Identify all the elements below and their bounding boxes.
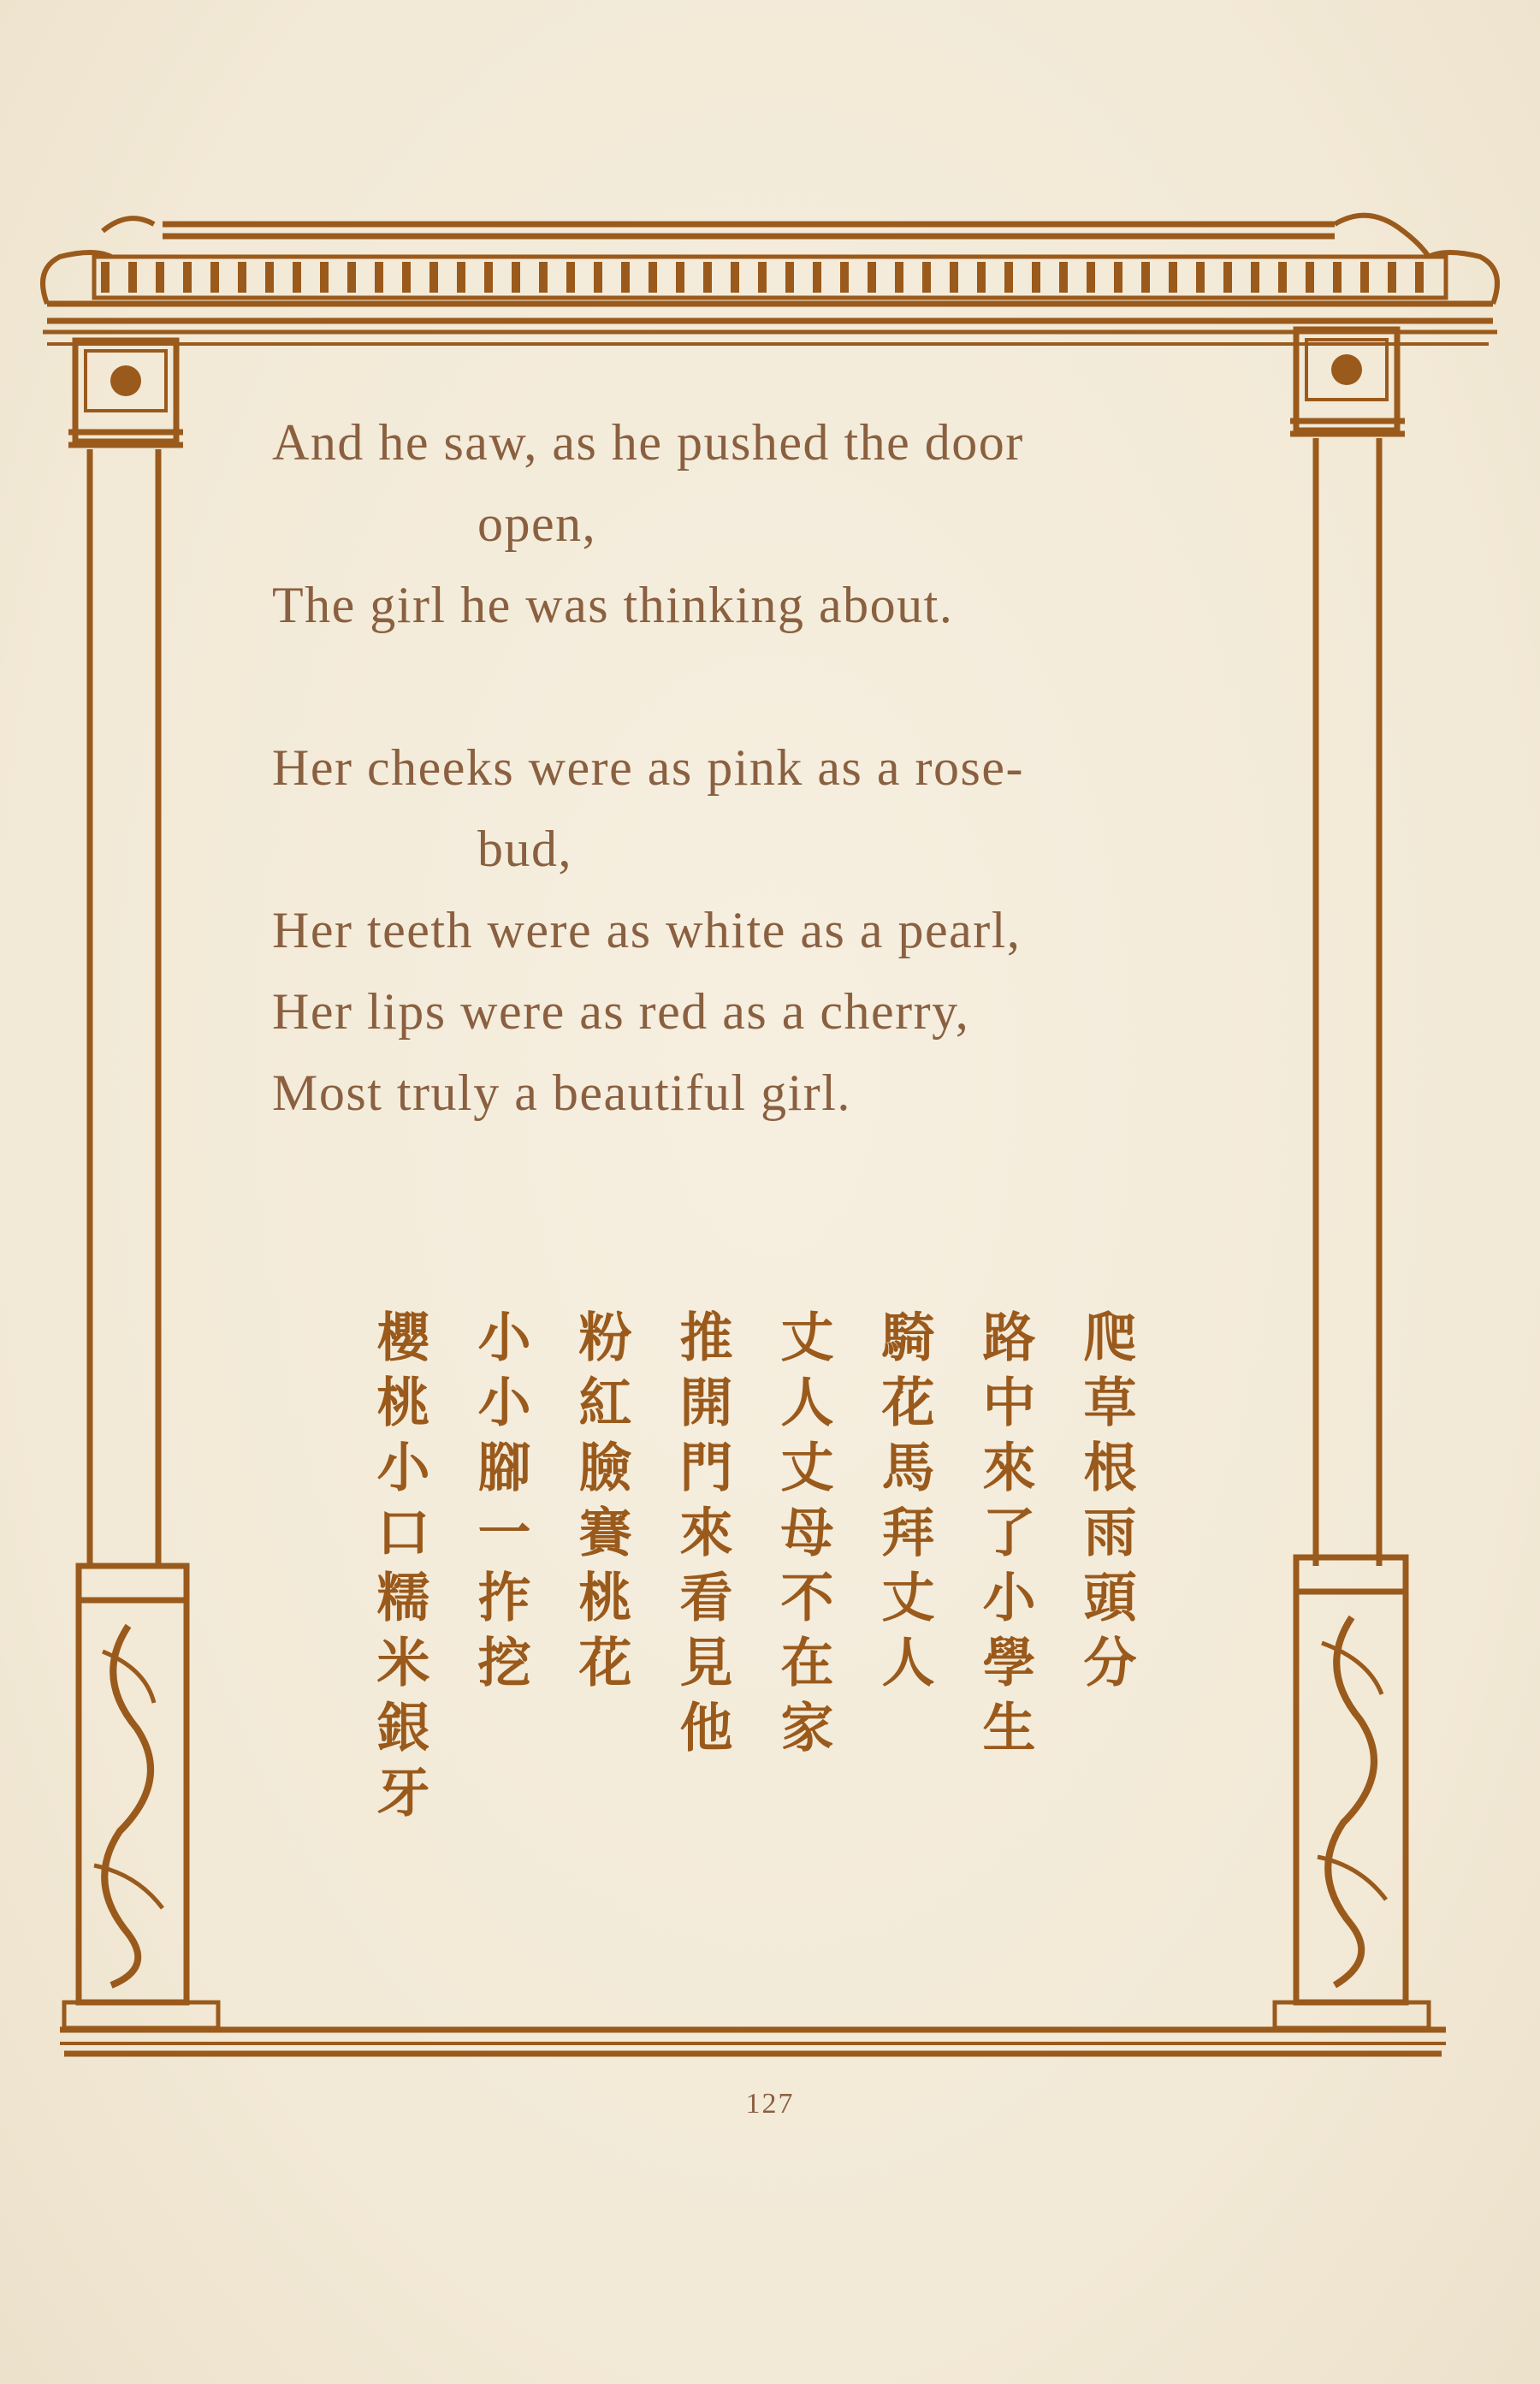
chinese-column: 騎花馬拜丈人: [873, 1309, 935, 1699]
poem-line: bud,: [477, 821, 572, 877]
poem-line: The girl he was thinking about.: [272, 577, 954, 633]
english-poem: [272, 402, 1213, 1134]
chinese-column: 路中來了小學生: [974, 1309, 1036, 1764]
poem-line: Her teeth were as white as a pearl,: [272, 902, 1022, 958]
chinese-column: 丈人丈母不在家: [772, 1309, 834, 1764]
chinese-poem: [325, 1309, 1146, 1908]
poem-line: Her lips were as red as a cherry,: [272, 983, 970, 1040]
chinese-column: 爬草根雨頭分: [1075, 1309, 1137, 1699]
chinese-column: 櫻桃小口糯米銀牙: [368, 1309, 430, 1830]
chinese-column: 推開門來看見他: [671, 1309, 733, 1764]
stanza: [272, 727, 1213, 1134]
chinese-column: 粉紅臉賽桃花: [570, 1309, 632, 1699]
poem-line: Most truly a beautiful girl.: [272, 1064, 851, 1121]
poem-line: open,: [477, 495, 597, 552]
page-number: 127: [745, 2088, 795, 2120]
poem-line: And he saw, as he pushed the door: [272, 414, 1024, 471]
chinese-column: 小小腳一拃挖: [469, 1309, 531, 1699]
poem-line: Her cheeks were as pink as a rose-: [272, 739, 1024, 796]
stanza: [272, 402, 1213, 646]
